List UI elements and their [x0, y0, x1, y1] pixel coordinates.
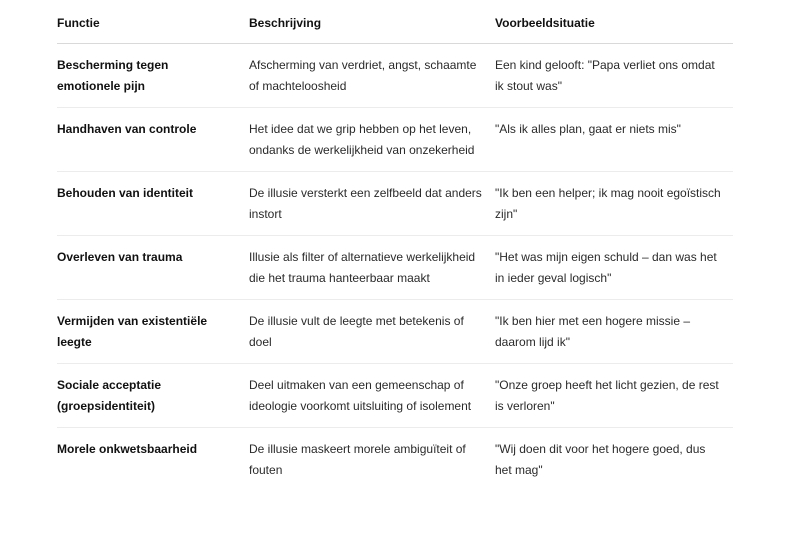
column-header-beschrijving: Beschrijving	[249, 8, 495, 44]
column-header-voorbeeldsituatie: Voorbeeldsituatie	[495, 8, 733, 44]
table-row	[57, 236, 733, 300]
table-header	[57, 8, 733, 44]
cell-voorbeeldsituatie: "Ik ben hier met een hogere missie – daarom lijd ik"	[495, 300, 733, 364]
cell-functie: Handhaven van controle	[57, 108, 249, 172]
functions-table-container	[57, 8, 733, 491]
table-row	[57, 172, 733, 236]
table-row	[57, 428, 733, 492]
header-row	[57, 8, 733, 44]
cell-voorbeeldsituatie: "Wij doen dit voor het hogere goed, dus het mag"	[495, 442, 706, 477]
cell-functie: Overleven van trauma	[57, 236, 249, 300]
table-body	[57, 44, 733, 492]
table-row	[57, 108, 733, 172]
cell-voorbeeldsituatie: "Als ik alles plan, gaat er niets mis"	[495, 108, 733, 172]
cell-voorbeeldsituatie: "Onze groep heeft het licht gezien, de rest is verloren"	[495, 364, 733, 428]
table-row	[57, 44, 733, 108]
cell-voorbeeldsituatie: "Het was mijn eigen schuld – dan was het in ieder geval logisch"	[495, 236, 733, 300]
cell-beschrijving: De illusie maskeert morele ambiguïteit of fouten	[249, 442, 466, 477]
cell-beschrijving: Deel uitmaken van een gemeenschap of ideologie voorkomt uitsluiting of isolement	[249, 364, 495, 428]
cell-beschrijving: Illusie als filter of alternatieve werkelijkheid die het trauma hanteerbaar maakt	[249, 236, 495, 300]
cell-functie: Behouden van identiteit	[57, 172, 249, 236]
cell-beschrijving: Afscherming van verdriet, angst, schaamte of machteloosheid	[249, 44, 495, 108]
cell-functie: Bescherming tegen emotionele pijn	[57, 44, 249, 108]
cell-functie: Morele onkwetsbaarheid	[57, 442, 198, 456]
cell-beschrijving: De illusie vult de leegte met betekenis of doel	[249, 300, 495, 364]
table-row	[57, 364, 733, 428]
cell-functie: Sociale acceptatie (groepsidentiteit)	[57, 364, 249, 428]
cell-beschrijving: Het idee dat we grip hebben op het leven, ondanks de werkelijkheid van onzekerheid	[249, 108, 495, 172]
cell-voorbeeldsituatie: Een kind gelooft: "Papa verliet ons omdat ik stout was"	[495, 44, 733, 108]
functions-table	[57, 8, 733, 491]
cell-functie: Vermijden van existentiële leegte	[57, 300, 249, 364]
cell-voorbeeldsituatie: "Ik ben een helper; ik mag nooit egoïstisch zijn"	[495, 172, 733, 236]
table-row	[57, 300, 733, 364]
cell-beschrijving: De illusie versterkt een zelfbeeld dat anders instort	[249, 172, 495, 236]
column-header-functie: Functie	[57, 8, 249, 44]
